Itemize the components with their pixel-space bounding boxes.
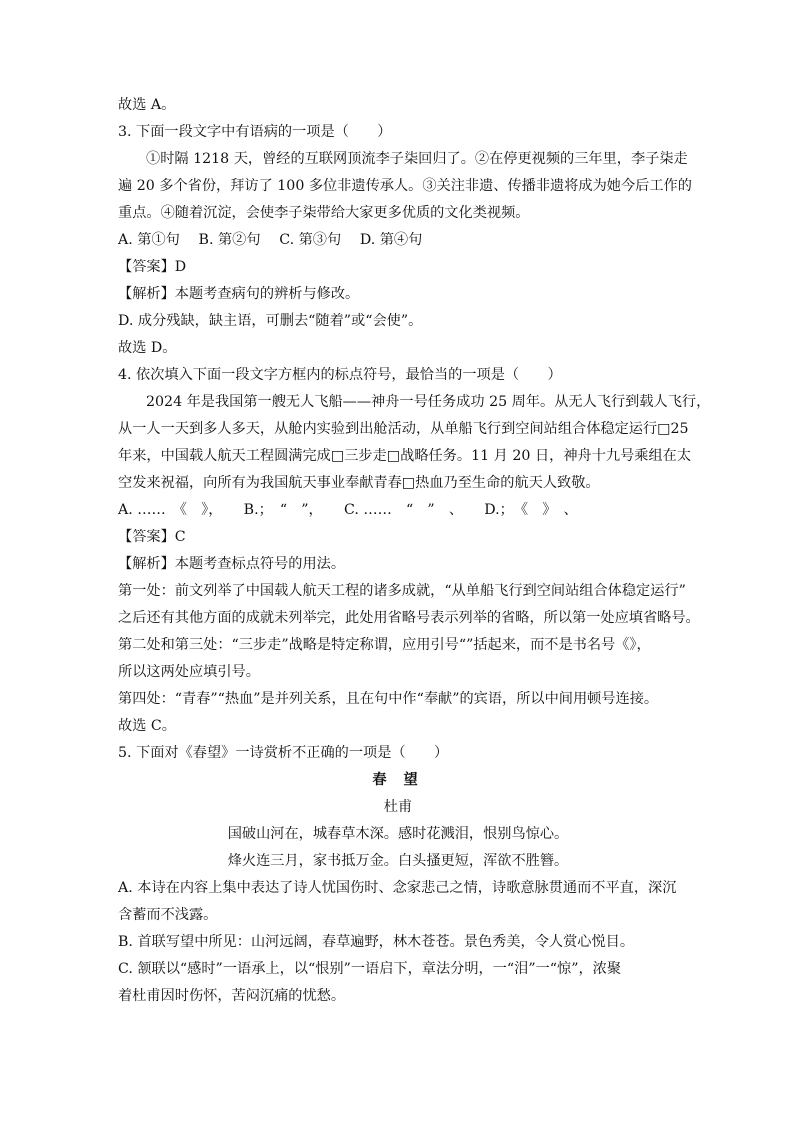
poem-line: 国破山河在，城春草木深。感时花溅泪，恨别鸟惊心。 <box>227 826 569 842</box>
analysis-line: D. 成分残缺，缺主语，可删去“随着”或“会使”。 <box>118 313 423 329</box>
option-line: C. 颔联以“感时”一语承上，以“恨别”一语启下，章法分明，一“泪”一“惊”，浓聚 <box>118 961 622 977</box>
analysis-line: 第四处：“青春”“热血”是并列关系，且在句中作“奉献”的宾语，所以中间用顿号连接。 <box>118 691 659 707</box>
poem-author: 杜甫 <box>383 799 413 815</box>
analysis-line: 所以这两处应填引号。 <box>118 664 260 680</box>
analysis-line: 之后还有其他方面的成就未列举完，此处用省略号表示列举的省略，所以第一处应填省略号。 <box>118 610 700 626</box>
answer-label: 【答案】D <box>118 259 187 275</box>
poem-line: 烽火连三月，家书抵万金。白头搔更短，浑欲不胜簪。 <box>227 853 569 869</box>
option-line: B. 首联写望中所见：山河远阔，春草遍野，林木苍苍。景色秀美，令人赏心悦目。 <box>118 934 635 950</box>
poem-title: 春 望 <box>372 772 424 788</box>
option-line: A. 本诗在内容上集中表达了诗人忧国伤时、念家悲己之情，诗歌意脉贯通而不平直，深沉 <box>118 880 677 896</box>
passage-line: 2024 年是我国第一艘无人飞船——神舟一号任务成功 25 周年。从无人飞行到载人飞行， <box>146 394 711 410</box>
passage-line: ①时隔 1218 天，曾经的互联网顶流李子柒回归了。②在停更视频的三年里，李子柒走 <box>146 151 688 167</box>
analysis-line: 第二处和第三处：“三步走”战略是特定称谓，应用引号“”括起来，而不是书名号《》， <box>118 637 651 653</box>
text-line: 故选 C。 <box>118 718 176 734</box>
question-4-stem: 4. 依次填入下面一段文字方框内的标点符号，最恰当的一项是（ ） <box>118 367 562 383</box>
question-4-options: A. …… 《 》， B.； “ ”， C. …… “ ” 、 D.； 《 》 、 <box>118 502 578 518</box>
answer-label: 【答案】C <box>118 529 186 545</box>
text-line: 故选 D。 <box>118 340 177 356</box>
passage-line: 空发来祝福，向所有为我国航天事业奉献青春□热血乃至生命的航天人致敬。 <box>118 475 600 491</box>
analysis-line: 【解析】本题考查病句的辨析与修改。 <box>118 286 360 302</box>
question-3-options: A. 第①句 B. 第②句 C. 第③句 D. 第④句 <box>118 232 423 248</box>
question-5-stem: 5. 下面对《春望》一诗赏析不正确的一项是（ ） <box>118 745 449 761</box>
document-page <box>118 92 711 1010</box>
option-line: 着杜甫因时伤怀，苦闷沉痛的忧愁。 <box>118 988 346 1004</box>
analysis-line: 【解析】本题考查标点符号的用法。 <box>118 556 346 572</box>
passage-line: 遍 20 多个省份，拜访了 100 多位非遗传承人。③关注非遗、传播非遗将成为她今后工作的 <box>118 178 692 194</box>
passage-line: 从一人一天到多人多天，从舱内实验到出舱活动，从单船飞行到空间站组合体稳定运行□25 <box>118 421 689 437</box>
text-line: 故选 A。 <box>118 97 176 113</box>
passage-line: 年来，中国载人航天工程圆满完成□三步走□战略任务。11 月 20 日，神舟十九号乘组在太 <box>118 448 692 464</box>
question-3-stem: 3. 下面一段文字中有语病的一项是（ ） <box>118 124 392 140</box>
passage-line: 重点。④随着沉淀，会使李子柒带给大家更多优质的文化类视频。 <box>118 205 530 221</box>
option-line: 含蓄而不浅露。 <box>118 907 218 923</box>
analysis-line: 第一处：前文列举了中国载人航天工程的诸多成就，“从单船飞行到空间站组合体稳定运行” <box>118 583 686 599</box>
